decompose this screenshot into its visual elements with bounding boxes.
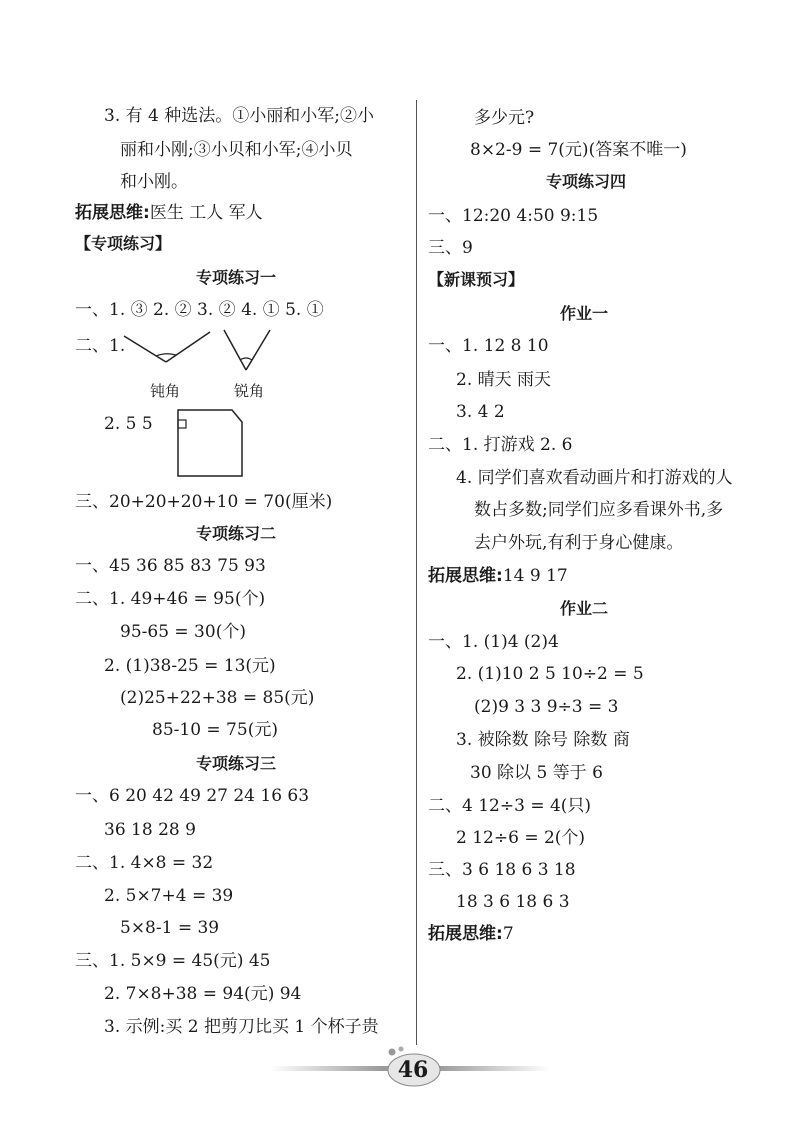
answer-line: 二、4 12÷3 = 4(只) — [428, 796, 592, 816]
answer-line: 5×8-1 = 39 — [120, 918, 220, 938]
answer-line: 85-10 = 75(元) — [152, 720, 278, 740]
answer-line: 3. 4 2 — [456, 402, 505, 422]
answer-line: 一、1. (1)4 (2)4 — [428, 632, 559, 652]
extension-answer: 14 9 17 — [502, 566, 568, 586]
answer-line: 一、1. 12 8 10 — [428, 336, 549, 356]
answer-line: 4. 同学们喜欢看动画片和打游戏的人 — [456, 468, 733, 488]
answer-line: 三、1. 5×9 = 45(元) 45 — [75, 951, 271, 971]
answer-line: 3. 示例:买 2 把剪刀比买 1 个杯子贵 — [104, 1017, 379, 1037]
obtuse-angle-label: 钝角 — [150, 382, 181, 400]
exercise-title: 作业一 — [560, 304, 609, 323]
answer-line: 2. (1)10 2 5 10÷2 = 5 — [456, 664, 644, 684]
answer-line: 30 除以 5 等于 6 — [470, 763, 603, 783]
answer-line: 去户外玩,有利于身心健康。 — [474, 533, 684, 553]
obtuse-angle-figure — [118, 330, 218, 370]
answer-line: 多少元? — [474, 108, 535, 128]
page-number: 46 — [397, 1057, 429, 1083]
answer-line: 36 18 28 9 — [104, 820, 196, 840]
answer-line: 3. 被除数 除号 除数 商 — [456, 730, 630, 750]
answer-line: 18 3 6 18 6 3 — [456, 892, 570, 912]
section-header: 【新课预习】 — [428, 270, 525, 289]
answer-line: (2)25+22+38 = 85(元) — [120, 688, 315, 708]
extension-thinking — [75, 203, 263, 223]
answer-line: 2. 晴天 雨天 — [456, 370, 552, 390]
exercise-title: 专项练习二 — [196, 524, 277, 543]
answer-line: 三、9 — [428, 238, 473, 258]
answer-line: 二、1. 49+46 = 95(个) — [75, 589, 266, 609]
extension-label: 拓展思维: — [428, 924, 503, 944]
answer-line: 二、1. — [75, 336, 126, 356]
answer-line: 3. 有 4 种选法。①小丽和小军;②小 — [104, 106, 374, 126]
answer-line: 二、1. 4×8 = 32 — [75, 853, 214, 873]
answer-line: 一、12:20 4:50 9:15 — [428, 206, 599, 226]
answer-line: 丽和小刚;③小贝和小军;④小贝 — [120, 140, 353, 160]
answer-line: 三、3 6 18 6 3 18 — [428, 860, 576, 880]
cut-corner-rectangle-figure — [176, 408, 246, 478]
answer-line: 一、6 20 42 49 27 24 16 63 — [75, 786, 310, 806]
answer-line: 2. (1)38-25 = 13(元) — [104, 656, 276, 676]
answer-line: 三、20+20+20+10 = 70(厘米) — [75, 492, 333, 512]
column-divider — [416, 100, 417, 1045]
answer-line: 和小刚。 — [120, 172, 188, 192]
answer-line: 8×2-9 = 7(元)(答案不唯一) — [470, 140, 687, 160]
extension-answer: 7 — [502, 924, 514, 944]
acute-angle-figure — [218, 326, 278, 376]
extension-thinking — [428, 924, 514, 944]
extension-thinking — [428, 566, 568, 586]
answer-line: 95-65 = 30(个) — [120, 622, 246, 642]
exercise-title: 作业二 — [560, 599, 609, 618]
answer-line: 数占多数;同学们应多看课外书,多 — [474, 500, 724, 520]
section-header: 【专项练习】 — [75, 234, 172, 253]
answer-line: 2 12÷6 = 2(个) — [456, 828, 586, 848]
extension-answer: 医生 工人 军人 — [149, 203, 263, 223]
acute-angle-label: 锐角 — [234, 382, 265, 400]
answer-line: 2. 5×7+4 = 39 — [104, 886, 234, 906]
extension-label: 拓展思维: — [75, 203, 150, 223]
exercise-title: 专项练习一 — [196, 268, 277, 287]
answer-line: 一、45 36 85 83 75 93 — [75, 556, 266, 576]
answer-line: 二、1. 打游戏 2. 6 — [428, 435, 573, 455]
exercise-title: 专项练习四 — [546, 172, 627, 191]
extension-label: 拓展思维: — [428, 566, 503, 586]
exercise-title: 专项练习三 — [196, 754, 277, 773]
answer-line: 一、1. ③ 2. ② 3. ② 4. ① 5. ① — [75, 300, 324, 320]
answer-line: 2. 7×8+38 = 94(元) 94 — [104, 984, 302, 1004]
answer-line: (2)9 3 3 9÷3 = 3 — [474, 697, 619, 717]
answer-line: 2. 5 5 — [104, 414, 153, 434]
